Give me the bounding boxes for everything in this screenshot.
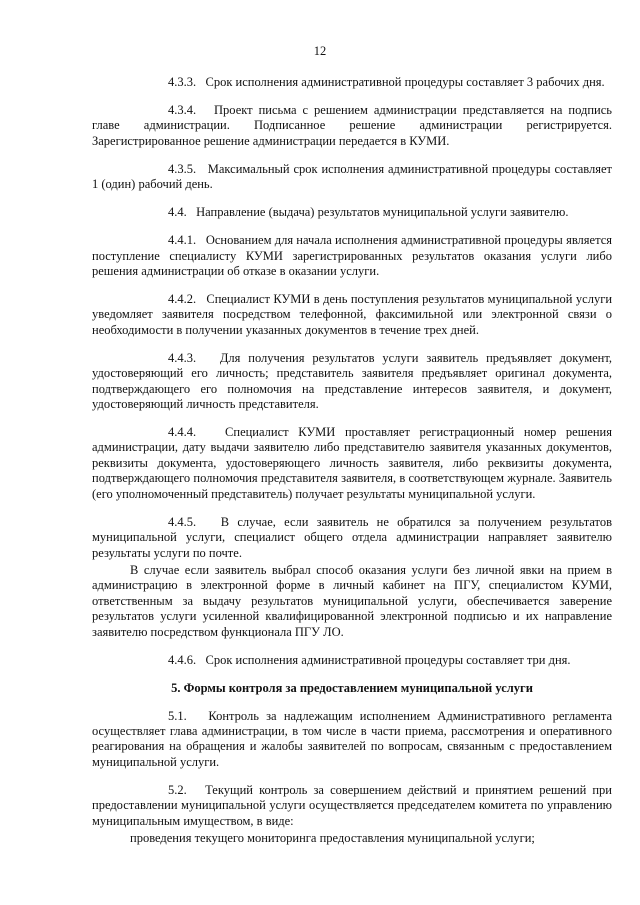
paragraph-number: 4.4.1. [168,233,197,248]
paragraph [92,103,612,149]
section-paragraph-list [92,709,612,847]
paragraph-text: Специалист КУМИ проставляет регистрационный номер решения администрации, дату выдачи заявителю либо представителю заявителя указанных документов, реквизиты документа, удостоверяющего личность заявителя, либо реквизиты документа, подтверждающего полномочия представителя заявителя, в соответствующем журнале. Заявитель (его уполномоченный представитель) получает результаты муниципальной услуги. [92,425,612,501]
paragraph-number: 4.4.3. [168,350,197,365]
paragraph-text: Основанием для начала исполнения административной процедуры является поступление специалисту КУМИ зарегистрированных результатов оказания услуги либо решения администрации об отказе в оказании услуги. [92,233,613,279]
paragraph-number: 4.4.6. [168,652,197,667]
paragraph-text: Контроль за надлежащим исполнением Административного регламента осуществляет глава администрации, в том числе в части приема, рассмотрения и оперативного реагирования на обращения и жалобы заявителей по вопросам, связанным с предоставлением муниципальной услуги. [92,708,612,769]
paragraph-list [92,75,612,668]
paragraph-number: 4.3.5. [168,161,197,176]
paragraph-text: Проект письма с решением администрации представляется на подпись главе администрации. Подписанное решение администрации регистрируется. Зарегистрированное решение администрации передается в КУМИ. [92,103,612,148]
paragraph [92,205,612,220]
paragraph [92,653,612,668]
paragraph-text: Срок исполнения административной процедуры составляет три дня. [205,652,571,667]
paragraph [92,515,612,561]
paragraph [92,425,612,502]
paragraph [92,709,612,771]
document-body [92,75,612,859]
paragraph [92,292,612,338]
paragraph-text: В случае, если заявитель не обратился за получением результатов муниципальной услуги, специалист общего отдела администрации направляет заявителю результаты услуги по почте. [92,514,612,560]
page-number: 12 [313,44,327,58]
paragraph-text: Для получения результатов услуги заявитель предъявляет документ, удостоверяющий его личность; представитель заявителя предъявляет оригинал документа, подтверждающего его полномочия на представление интересов заявителя, и документ, удостоверяющий личность представителя. [92,350,612,412]
paragraph-number: 4.4.2. [168,292,197,307]
paragraph [92,351,612,413]
paragraph [92,75,612,90]
paragraph-number: 4.3.4. [168,103,197,117]
paragraph-text: Направление (выдача) результатов муниципальной услуги заявителю. [196,205,569,220]
paragraph-text: Максимальный срок исполнения административной процедуры составляет 1 (один) рабочий день. [92,161,612,192]
paragraph-number: 5.2. [168,782,187,797]
paragraph [92,233,612,279]
paragraph-text: Специалист КУМИ в день поступления результатов муниципальной услуги уведомляет заявителя посредством телефонной, факсимильной или электронной связи о необходимости в получении указанных документов в течение трех дней. [92,292,613,337]
paragraph [92,563,612,640]
section-heading: 5. Формы контроля за предоставлением муниципальной услуги [171,680,533,695]
paragraph-number: 4.4. [168,205,187,220]
paragraph-text: Срок исполнения административной процедуры составляет 3 рабочих дня. [205,75,605,89]
paragraph-number: 5.1. [168,708,187,723]
paragraph-number: 4.3.3. [168,75,197,89]
paragraph [92,831,612,846]
paragraph-text: В случае если заявитель выбрал способ оказания услуги без личной явки на прием в администрацию в электронной форме в личный кабинет на ПГУ, специалистом КУМИ, ответственным за выдачу результатов муниципальной услуги, обеспечивается заверение результатов услуги усиленной квалифицированной электронной подписью и их направление заявителю посредством функционала ПГУ ЛО. [92,562,612,639]
paragraph [92,783,612,829]
paragraph [92,162,612,193]
paragraph-text: Текущий контроль за совершением действий и принятием решений при предоставлении муниципальной услуги осуществляется председателем комитета по управлению муниципальным имуществом, в виде: [92,782,613,828]
paragraph-text: проведения текущего мониторинга предоставления муниципальной услуги; [130,830,535,845]
paragraph-number: 4.4.5. [168,514,197,529]
paragraph-number: 4.4.4. [168,425,197,440]
